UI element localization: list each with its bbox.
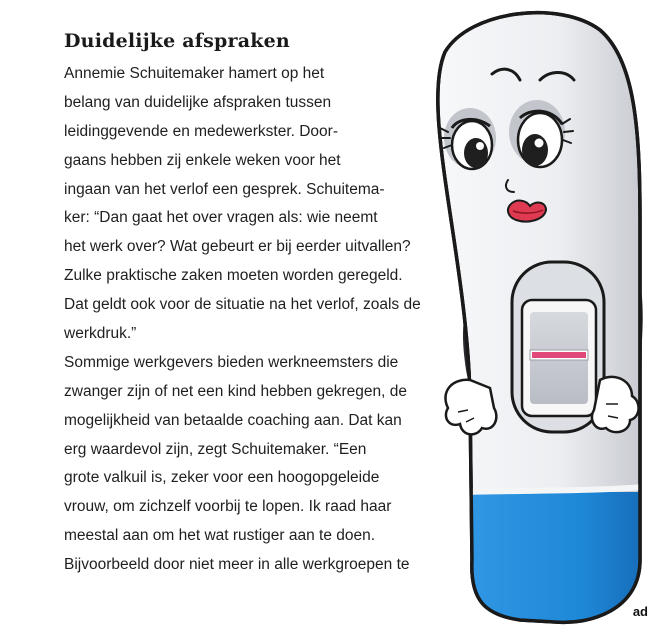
body-line: ingaan van het verlof een gesprek. Schuitema- (64, 180, 385, 198)
body-line: ker: “Dan gaat het over vragen als: wie neemt (64, 209, 378, 227)
body-line: Annemie Schuitemaker hamert op het (64, 65, 325, 82)
body-line: het werk over? Wat gebeurt er bij eerder uitvallen? (64, 238, 411, 256)
body-line: zwanger zijn of net een kind hebben gekregen, de (64, 382, 407, 400)
body-line: meestal aan om het wat rustiger aan te doen. (64, 527, 376, 545)
body-line: Bijvoorbeeld door niet meer in alle werkgroepen te (64, 556, 410, 574)
page-corner-label: ad (632, 604, 648, 619)
body-line: Dat geldt ook voor de situatie na het verlof, zoals de (64, 296, 421, 314)
body-line: Sommige werkgevers bieden werkneemsters die (64, 353, 399, 371)
body-line: mogelijkheid van betaalde coaching aan. Dat kan (64, 411, 402, 429)
article-heading: Duidelijke afspraken (64, 30, 290, 52)
body-line: werkdruk.” (64, 325, 137, 343)
body-line: belang van duidelijke afspraken tussen (64, 93, 332, 111)
body-line: Zulke praktische zaken moeten worden geregeld. (64, 267, 403, 285)
body-line: erg waardevol zijn, zegt Schuitemaker. “Een (64, 440, 367, 458)
body-line: leidinggevende en medewerkster. Door- (64, 122, 338, 140)
body-line: vrouw, om zichzelf voorbij te lopen. Ik raad haar (64, 498, 392, 516)
body-line: grote valkuil is, zeker voor een hoogopgeleide (64, 469, 380, 487)
body-line: gaans hebben zij enkele weken voor het (64, 151, 341, 169)
pregnancy-test-mascot-icon (400, 0, 648, 630)
